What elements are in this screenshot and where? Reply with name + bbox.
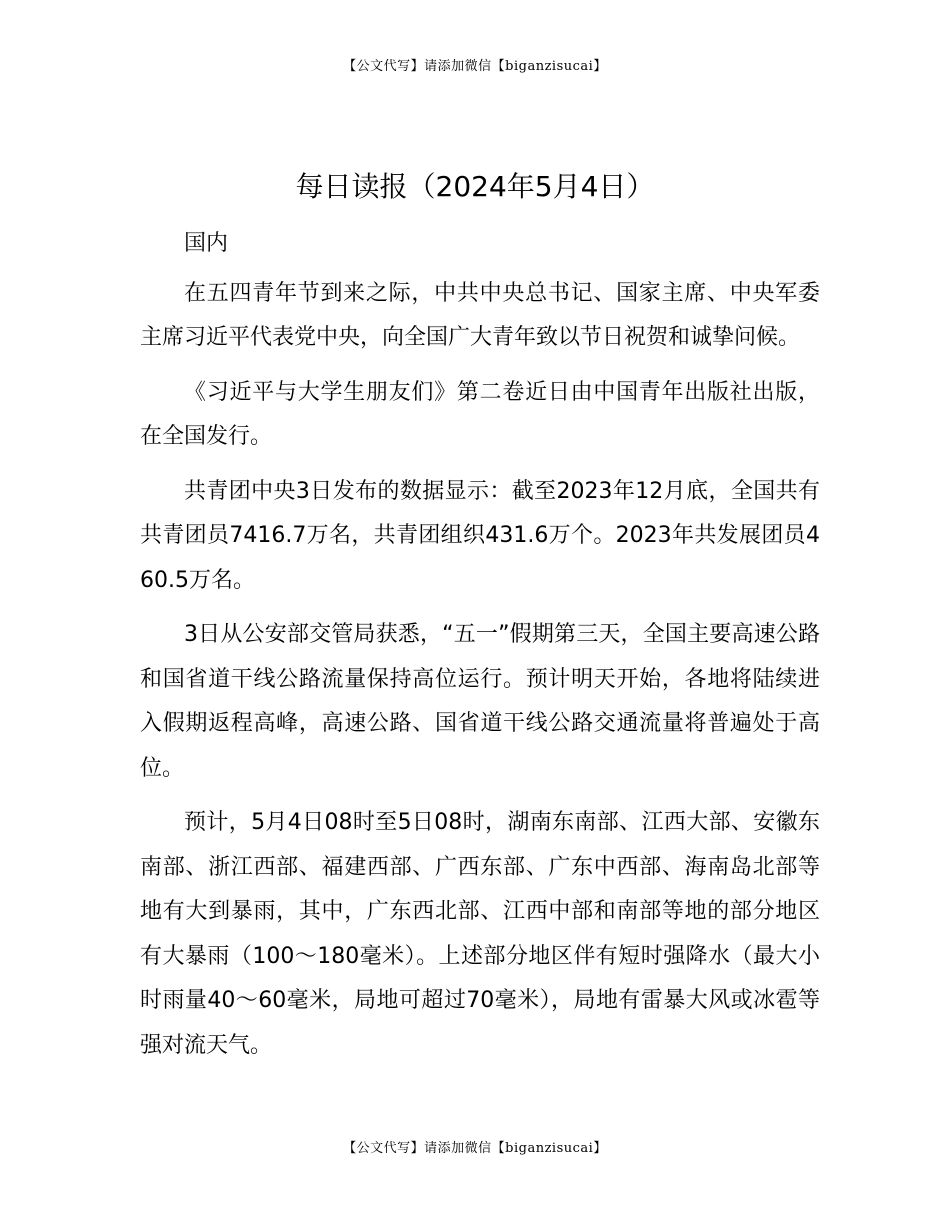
paragraph-book-publication: 《习近平与大学生朋友们》第二卷近日由中国青年出版社出版，在全国发行。: [140, 379, 820, 449]
paragraph-league-statistics: 共青团中央3日发布的数据显示：截至2023年12月底，全国共有共青团员7416.7万名，共青团组织431.6万个。2023年共发展团员460.5万名。: [140, 478, 820, 593]
document-body: [140, 222, 820, 1078]
paragraph-holiday-traffic: 3日从公安部交管局获悉，“五一”假期第三天，全国主要高速公路和国省道干线公路流量保持高位运行。预计明天开始，各地将陆续进入假期返程高峰，高速公路、国省道干线公路交通流量将普遍处于高位。: [140, 622, 820, 781]
paragraph-youth-day-greeting: 在五四青年节到来之际，中共中央总书记、国家主席、中央军委主席习近平代表党中央，向全国广大青年致以节日祝贺和诚挚问候。: [140, 280, 820, 350]
header-promo-note: 【公文代写】请添加微信【biganzisucai】: [343, 59, 607, 74]
footer-promo-note: 【公文代写】请添加微信【biganzisucai】: [343, 1141, 607, 1156]
paragraph-weather-forecast: 预计，5月4日08时至5日08时，湖南东南部、江西大部、安徽东南部、浙江西部、福建西部、广西东部、广东中西部、海南岛北部等地有大到暴雨，其中，广东西北部、江西中部和南部等地的部分地区有大暴雨（100～180毫米）。上述部分地区伴有短时强降水（最大小时雨量40～60毫米，局地可超过70毫米），局地有雷暴大风或冰雹等强对流天气。: [140, 810, 820, 1058]
section-heading-domestic: 国内: [184, 231, 229, 256]
document-title: 每日读报（2024年5月4日）: [295, 170, 655, 203]
